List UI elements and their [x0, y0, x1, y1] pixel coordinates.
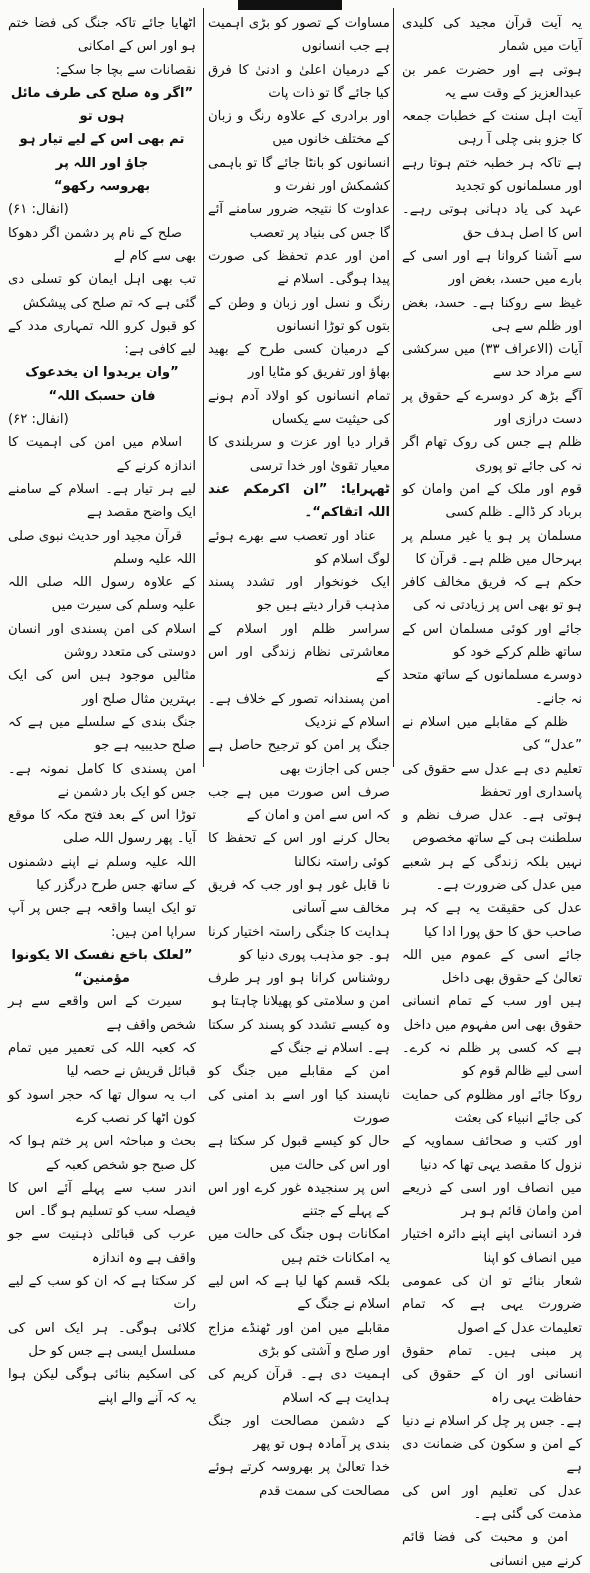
- text-line: ایک خونخوار اور تشدد پسند مذہب قرار دیتے ہیں جو: [208, 575, 390, 614]
- text-line: ہوتی ہے۔ عدل صرف نظم و سلطنت ہی کے ساتھ مخصوص: [402, 808, 582, 847]
- text-line: کے درمیان اعلیٰ و ادنیٰ کا فرق کیا جائے گا تو ذات پات: [208, 62, 390, 101]
- text-line: آگے بڑھ کر دوسرے کے حقوق پر دست درازی اور: [402, 388, 582, 428]
- text-line: عدل کی تعلیم اور اس کی مذمت کی گئی ہے۔: [402, 1483, 582, 1522]
- text-line: لیے ہر تیار ہے۔ اسلام کے سامنے ایک واضح مقصد ہے: [8, 481, 196, 521]
- text-line: تو ایک ایسا واقعہ ہے جس پر آپ سراپا امن ہیں:: [8, 901, 196, 940]
- quran-verse: ”لعلک باخع نفسک الا یکونوا مؤمنین“: [11, 947, 193, 987]
- text-line: توڑا اس کے بعد فتح مکہ کا موقع آیا۔ پھر رسول اللہ صلی: [8, 808, 196, 847]
- text-line: سراسر ظلم اور اسلام کے معاشرتی نظام زندگی اور اس کے: [208, 621, 390, 684]
- text-line: جائے اور کوئی مسلمان اس کے ساتھ ظلم کرکے خود کو: [402, 621, 582, 661]
- text-line: امن پسندی کا کامل نمونہ ہے۔ جس کو ایک بار دشمن نے: [8, 761, 196, 800]
- text-line: کی اسکیم بنائی ہوگی لیکن ہوا یہ کہ آنے والے اپنے: [8, 1367, 196, 1406]
- quran-verse: بھروسہ رکھو“: [53, 179, 151, 195]
- text-line: کے درمیان کسی طرح کے بھید بھاؤ اور تفریق کو مٹایا اور: [208, 342, 390, 381]
- text-line: بحال کرنے اور اس کے تحفظ کا کوئی راستہ نکالنا: [208, 831, 390, 870]
- text-line: روکا جائے اور مظلوم کی حمایت کی جائے انبیاء کی بعثت: [402, 1087, 582, 1126]
- text-line: جنگ پر امن کو ترجیح حاصل ہے جس کی اجازت بھی: [208, 738, 390, 777]
- text-line: عہد کی یاد دہانی ہوتی رہے۔ اس کا اصل ہدف حق: [402, 202, 582, 241]
- text-line: سے آشنا کروانا ہے اور اسی کے بارے میں حسد، بغض اور: [402, 248, 582, 288]
- text-line: کو قبول کرو اللہ تمہاری مدد کے لیے کافی ہے:: [8, 318, 196, 358]
- text-line: شعار بنائے تو ان کی عمومی ضرورت یہی ہے کہ تمام تعلیمات عدل کے اصول: [402, 1274, 582, 1336]
- column-left: [8, 12, 196, 1406]
- text-line: کے دشمن مصالحت اور جنگ بندی پر آمادہ ہوں تو پھر: [208, 1413, 390, 1453]
- text-line: بحث و مباحثہ اس پر ختم ہوا کہ کل صبح جو شخص کعبہ کے: [8, 1134, 196, 1173]
- quran-verse: تم بھی اس کے لیے تیار ہو جاؤ اور اللہ پر: [19, 132, 185, 171]
- text-line: تب بھی اہل ایمان کو تسلی دی گئی ہے کہ تم صلح کی پیشکش: [8, 272, 196, 311]
- text-line: سیرت کے اس واقعے سے ہر شخص واقف ہے: [8, 994, 196, 1033]
- text-line: ظلم ہے جس کی روک تھام اگر نہ کی جائے تو پوری: [402, 435, 582, 474]
- text-line: امن اور عدم تحفظ کی صورت پیدا ہوگی۔ اسلام نے: [208, 248, 390, 288]
- text-line: دوسرے مسلمانوں کے ساتھ متحد نہ جانے۔: [402, 668, 582, 707]
- text-line: روشناس کرانا ہو اور ہر طرف امن و سلامتی کو پھیلانا چاہتا ہو: [208, 971, 390, 1010]
- text-line: مساوات کے تصور کو بڑی اہمیت ہے جب انسانوں: [208, 16, 390, 55]
- text-line: تمام انسانوں کو اولاد آدم ہونے کی حیثیت سے یکساں: [208, 388, 390, 428]
- text-line: امن کے مقابلے میں جنگ کو ناپسند کیا اور اسے بد امنی کی صورت: [208, 1064, 390, 1126]
- text-line: اندر سب سے پہلے آئے اس کا فیصلہ سب کو تسلیم ہو گا۔ اس: [8, 1180, 196, 1220]
- verse-reference: (انفال: ۶۲): [8, 412, 69, 428]
- text-line: اٹھایا جائے تاکہ جنگ کی فضا ختم ہو اور اس کے امکانی: [8, 16, 196, 55]
- text-line: ہوتی ہے اور حضرت عمر بن عبدالعزیز کے وقت سے یہ: [402, 62, 582, 101]
- text-line: کلائی ہوگی۔ ہر ایک اس کی مسلسل ایسی ہے جس کو حل: [8, 1320, 196, 1359]
- text-line: عداوت کا نتیجہ ضرور سامنے آئے گا جس کی بنیاد پر تعصب: [208, 202, 390, 241]
- text-line: مسلمان پر ہو یا غیر مسلم پر بہرحال میں ظلم ہے۔ قرآن کا: [402, 528, 582, 567]
- text-line: قرار دیا اور عزت و سربلندی کا معیار تقویٰ اور خدا ترسی: [208, 435, 390, 474]
- text-line: امن و محبت کی فضا قائم کرنے میں انسانی: [402, 1530, 582, 1569]
- text-line: حکم ہے کہ فریق مخالف کافر ہو تو بھی اس پر زیادتی نہ کی: [402, 575, 582, 614]
- text-line: اللہ علیہ وسلم نے اپنے دشمنوں کے ساتھ جس طرح درگزر کیا: [8, 854, 196, 893]
- text-line: خدا تعالیٰ پر بھروسہ کرتے ہوئے مصالحت کی سمت قدم: [208, 1460, 390, 1499]
- text-line: امن پسندانہ تصور کے خلاف ہے۔ اسلام کے نزدیک: [208, 691, 390, 730]
- verse-reference: (انفال: ۶۱): [8, 202, 69, 218]
- text-line: ٹھہرایا: ”ان اکرمکم عند اللہ اتقاکم“۔: [208, 481, 390, 521]
- text-line: تعلیم دی ہے عدل سے حقوق کی پاسداری اور تحفظ: [402, 761, 582, 800]
- text-line: امکانات ہوں جنگ کی حالت میں یہ امکانات ختم ہیں: [208, 1227, 390, 1266]
- text-line: جائے اسی کے عموم میں اللہ تعالیٰ کے حقوق بھی داخل: [402, 947, 582, 987]
- text-line: آیت اہل سنت کے خطبات جمعہ کا جزو بنی چلی آ رہی: [402, 109, 582, 148]
- text-line: کے علاوہ رسول اللہ صلی اللہ علیہ وسلم کی سیرت میں: [8, 575, 196, 614]
- text-line: اب یہ سوال تھا کہ حجر اسود کو کون اٹھا کر نصب کرے: [8, 1087, 196, 1126]
- text-line: قوم اور ملک کے امن وامان کو برباد کر ڈالے۔ ظلم کسی: [402, 481, 582, 521]
- text-line: ہے تاکہ ہر خطبہ ختم ہوتا رہے اور مسلمانوں کو تجدید: [402, 155, 582, 195]
- text-line: مقابلے میں امن اور ٹھنڈے مزاج اور صلح و آشتی کو بڑی: [208, 1320, 390, 1359]
- text-line: یہ آیت قرآن مجید کی کلیدی آیات میں شمار: [402, 16, 582, 55]
- text-line: ہے کہ کسی پر ظلم نہ کرے۔ اسی لیے ظالم قوم کو: [402, 1041, 582, 1080]
- text-line: وہ کیسے تشدد کو پسند کر سکتا ہے۔ اسلام نے جنگ کے: [208, 1017, 390, 1057]
- page-top-bar: [238, 0, 342, 10]
- text-line: ہیں اور سب کے تمام انسانی حقوق بھی اس مفہوم میں داخل: [402, 994, 582, 1033]
- text-line: نہیں بلکہ زندگی کے ہر شعبے میں عدل کی ضرورت ہے۔: [402, 854, 582, 893]
- quran-verse: فان حسبک اللہ“: [48, 388, 156, 404]
- text-line: کر سکتا ہے کہ ان کو سب کے لیے رات: [8, 1274, 196, 1313]
- text-line: عدل کی حقیقت یہ ہے کہ ہر صاحب حق کا حق پورا ادا کیا: [402, 901, 582, 940]
- text-line: فرد انسانی اپنے اپنے دائرہ اختیار میں انصاف کو اپنا: [402, 1227, 582, 1266]
- quran-verse: ”اگر وہ صلح کی طرف مائل ہوں تو: [10, 85, 194, 125]
- text-line: نا قابل غور ہو اور جب کہ فریق مخالف سے آسانی: [208, 877, 390, 917]
- text-line: عناد اور تعصب سے بھرے ہوئے لوگ اسلام کو: [208, 528, 390, 567]
- quran-verse: ”وان یریدوا ان یخدعوک: [25, 365, 179, 381]
- text-line: مثالیں موجود ہیں اس کی ایک بہترین مثال صلح اور: [8, 668, 196, 707]
- text-line: ہے۔ جس پر چل کر اسلام نے دنیا کے امن و سکون کی ضمانت دی ہے: [402, 1413, 582, 1476]
- text-line: اسلام کی امن پسندی اور انسان دوستی کی متعدد روشن: [8, 621, 196, 661]
- column-divider: [393, 8, 394, 767]
- text-line: عرب کی قبائلی ذہنیت سے جو واقف ہے وہ اندازہ: [8, 1227, 196, 1266]
- text-line: کہ کعبہ اللہ کی تعمیر میں تمام قبائل قریش نے حصہ لیا: [8, 1041, 196, 1080]
- column-right: [402, 12, 582, 1569]
- column-middle: [208, 12, 390, 1499]
- text-line: ظلم کے مقابلے میں اسلام نے ”عدل“ کی: [402, 714, 582, 754]
- text-line: حال کو کیسے قبول کر سکتا ہے اور اس کی حالت میں: [208, 1134, 390, 1173]
- text-line: صلح کے نام پر دشمن اگر دھوکا بھی سے کام لے: [8, 225, 196, 264]
- text-line: پر مبنی ہیں۔ تمام حقوق انسانی اور ان کے حقوق کی حفاظت یہی راہ: [402, 1343, 582, 1406]
- text-line: اہمیت دی ہے۔ قرآن کریم کی ہدایت ہے کہ اسلام: [208, 1367, 390, 1406]
- text-line: اور برادری کے علاوہ رنگ و زبان کے مختلف خانوں میں: [208, 109, 390, 148]
- text-line: اور کتب و صحائف سماویہ کے نزول کا مقصد یہی تھا کہ دنیا: [402, 1134, 582, 1173]
- column-divider: [203, 8, 204, 767]
- text-line: آیات (الاعراف ۳۳) میں سرکشی سے مراد حد سے: [402, 342, 582, 381]
- text-line: نقصانات سے بچا جا سکے:: [55, 62, 196, 78]
- text-line: رنگ و نسل اور زبان و وطن کے بتوں کو توڑا انسانوں: [208, 295, 390, 334]
- text-line: جنگ بندی کے سلسلے میں ہے کہ صلح حدیبیہ ہے جو: [8, 714, 196, 754]
- text-line: انسانوں کو بانٹا جائے گا تو باہمی کشمکش اور نفرت و: [208, 155, 390, 195]
- text-line: اسلام میں امن کی اہمیت کا اندازہ کرنے کے: [8, 435, 196, 474]
- text-line: ہدایت کا جنگی راستہ اختیار کرنا ہو۔ جو مذہب پوری دنیا کو: [208, 924, 390, 963]
- text-line: صرف اس صورت میں ہے جب کہ اس سے امن و امان کے: [208, 784, 390, 824]
- text-line: میں انصاف اور اسی کے ذریعے امن وامان قائم ہو ہر: [402, 1180, 582, 1220]
- text-line: بلکہ قسم کھا لیا ہے کہ اس لیے اسلام نے جنگ کے: [208, 1274, 390, 1313]
- text-line: اس پر سنجیدہ غور کرے اور اس کے پہلے کے جتنے: [208, 1180, 390, 1220]
- text-line: قرآن مجید اور حدیث نبوی صلی اللہ علیہ وسلم: [8, 528, 196, 567]
- text-line: غیظ سے روکنا ہے۔ حسد، بغض اور ظلم سے ہی: [402, 295, 582, 334]
